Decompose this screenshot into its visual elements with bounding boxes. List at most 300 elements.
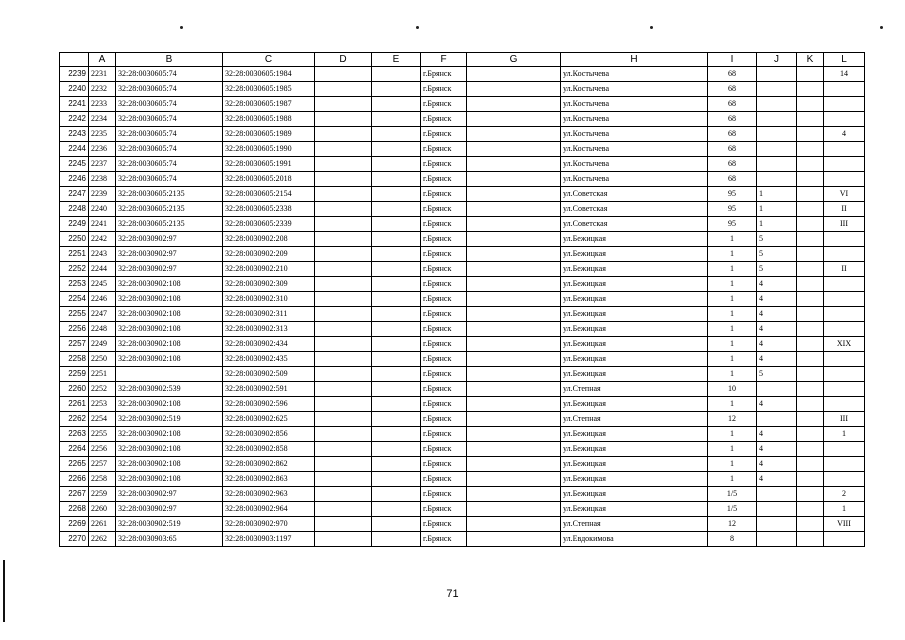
cell-a: 2244 bbox=[89, 262, 116, 277]
cell-a: 2236 bbox=[89, 142, 116, 157]
table-row bbox=[60, 442, 865, 457]
cell-k bbox=[797, 337, 824, 352]
cell-e bbox=[372, 262, 421, 277]
cell-h: ул.Бежицкая bbox=[561, 397, 708, 412]
table-row bbox=[60, 472, 865, 487]
cell-c: 32:28:0030605:1990 bbox=[223, 142, 315, 157]
cell-a: 2234 bbox=[89, 112, 116, 127]
cell-b: 32:28:0030902:108 bbox=[116, 427, 223, 442]
cell-j: 4 bbox=[757, 292, 797, 307]
cell-b: 32:28:0030902:539 bbox=[116, 382, 223, 397]
cell-f: г.Брянск bbox=[421, 127, 467, 142]
cell-h: ул.Костычева bbox=[561, 172, 708, 187]
cell-d bbox=[315, 187, 372, 202]
cell-i: 68 bbox=[708, 157, 757, 172]
row-number: 2244 bbox=[60, 142, 89, 157]
cell-k bbox=[797, 97, 824, 112]
cell-d bbox=[315, 247, 372, 262]
cell-j: 4 bbox=[757, 322, 797, 337]
cell-f: г.Брянск bbox=[421, 397, 467, 412]
cell-j: 5 bbox=[757, 262, 797, 277]
cell-c: 32:28:0030902:970 bbox=[223, 517, 315, 532]
cell-g bbox=[467, 292, 561, 307]
row-number: 2258 bbox=[60, 352, 89, 367]
cell-g bbox=[467, 337, 561, 352]
cell-d bbox=[315, 352, 372, 367]
table-row bbox=[60, 157, 865, 172]
cell-i: 68 bbox=[708, 172, 757, 187]
cell-d bbox=[315, 97, 372, 112]
cell-l bbox=[824, 292, 865, 307]
cell-j: 4 bbox=[757, 337, 797, 352]
cell-k bbox=[797, 172, 824, 187]
cell-i: 68 bbox=[708, 97, 757, 112]
cell-g bbox=[467, 352, 561, 367]
corner-cell bbox=[60, 53, 89, 67]
cell-b: 32:28:0030902:108 bbox=[116, 292, 223, 307]
cell-h: ул.Евдокимова bbox=[561, 532, 708, 547]
cell-e bbox=[372, 412, 421, 427]
cell-l: 14 bbox=[824, 67, 865, 82]
cell-k bbox=[797, 472, 824, 487]
cell-h: ул.Костычева bbox=[561, 82, 708, 97]
cell-c: 32:28:0030605:1988 bbox=[223, 112, 315, 127]
cell-h: ул.Бежицкая bbox=[561, 502, 708, 517]
cell-f: г.Брянск bbox=[421, 487, 467, 502]
cell-g bbox=[467, 412, 561, 427]
cell-i: 68 bbox=[708, 142, 757, 157]
cell-h: ул.Бежицкая bbox=[561, 247, 708, 262]
cell-h: ул.Бежицкая bbox=[561, 307, 708, 322]
row-number: 2253 bbox=[60, 277, 89, 292]
cell-k bbox=[797, 487, 824, 502]
table-row bbox=[60, 127, 865, 142]
cell-e bbox=[372, 442, 421, 457]
cell-c: 32:28:0030902:209 bbox=[223, 247, 315, 262]
cell-c: 32:28:0030605:1985 bbox=[223, 82, 315, 97]
cell-e bbox=[372, 337, 421, 352]
cell-b: 32:28:0030902:108 bbox=[116, 472, 223, 487]
cell-l: VIII bbox=[824, 517, 865, 532]
cell-d bbox=[315, 262, 372, 277]
column-header-j: J bbox=[757, 53, 797, 67]
cell-k bbox=[797, 202, 824, 217]
cell-e bbox=[372, 67, 421, 82]
cell-f: г.Брянск bbox=[421, 292, 467, 307]
cell-f: г.Брянск bbox=[421, 517, 467, 532]
cell-j: 5 bbox=[757, 367, 797, 382]
cell-f: г.Брянск bbox=[421, 322, 467, 337]
cell-e bbox=[372, 172, 421, 187]
cell-h: ул.Бежицкая bbox=[561, 277, 708, 292]
cell-a: 2240 bbox=[89, 202, 116, 217]
cell-h: ул.Костычева bbox=[561, 67, 708, 82]
cell-b: 32:28:0030605:74 bbox=[116, 82, 223, 97]
cell-d bbox=[315, 412, 372, 427]
cell-h: ул.Костычева bbox=[561, 97, 708, 112]
table-row bbox=[60, 502, 865, 517]
cell-k bbox=[797, 292, 824, 307]
cell-a: 2237 bbox=[89, 157, 116, 172]
cell-e bbox=[372, 127, 421, 142]
cell-e bbox=[372, 112, 421, 127]
cell-j bbox=[757, 127, 797, 142]
cell-l: XIX bbox=[824, 337, 865, 352]
cell-f: г.Брянск bbox=[421, 172, 467, 187]
cell-c: 32:28:0030902:858 bbox=[223, 442, 315, 457]
cell-i: 68 bbox=[708, 112, 757, 127]
cell-b: 32:28:0030902:108 bbox=[116, 397, 223, 412]
cell-d bbox=[315, 397, 372, 412]
cell-g bbox=[467, 187, 561, 202]
cell-b: 32:28:0030902:97 bbox=[116, 247, 223, 262]
cell-d bbox=[315, 457, 372, 472]
cell-d bbox=[315, 472, 372, 487]
cell-a: 2252 bbox=[89, 382, 116, 397]
table-row bbox=[60, 352, 865, 367]
cell-e bbox=[372, 397, 421, 412]
cell-i: 10 bbox=[708, 382, 757, 397]
cell-l bbox=[824, 457, 865, 472]
table-row bbox=[60, 187, 865, 202]
cell-h: ул.Бежицкая bbox=[561, 487, 708, 502]
cell-g bbox=[467, 172, 561, 187]
cell-e bbox=[372, 502, 421, 517]
cell-h: ул.Советская bbox=[561, 202, 708, 217]
cell-i: 1 bbox=[708, 262, 757, 277]
cell-d bbox=[315, 487, 372, 502]
table-row bbox=[60, 67, 865, 82]
cell-b: 32:28:0030902:108 bbox=[116, 337, 223, 352]
cell-i: 68 bbox=[708, 67, 757, 82]
cell-i: 1 bbox=[708, 247, 757, 262]
cell-i: 1 bbox=[708, 277, 757, 292]
table-row bbox=[60, 172, 865, 187]
cell-g bbox=[467, 502, 561, 517]
cell-l bbox=[824, 277, 865, 292]
cell-c: 32:28:0030902:862 bbox=[223, 457, 315, 472]
row-number: 2257 bbox=[60, 337, 89, 352]
cell-c: 32:28:0030902:313 bbox=[223, 322, 315, 337]
cell-l: 2 bbox=[824, 487, 865, 502]
row-number: 2248 bbox=[60, 202, 89, 217]
cell-l bbox=[824, 367, 865, 382]
cell-d bbox=[315, 142, 372, 157]
column-header-b: B bbox=[116, 53, 223, 67]
cell-a: 2249 bbox=[89, 337, 116, 352]
cell-j bbox=[757, 532, 797, 547]
cell-f: г.Брянск bbox=[421, 307, 467, 322]
cell-c: 32:28:0030902:509 bbox=[223, 367, 315, 382]
table-row bbox=[60, 427, 865, 442]
column-header-row bbox=[60, 53, 865, 67]
cell-j bbox=[757, 142, 797, 157]
cell-e bbox=[372, 247, 421, 262]
cell-b: 32:28:0030605:74 bbox=[116, 142, 223, 157]
cell-f: г.Брянск bbox=[421, 67, 467, 82]
cell-j: 4 bbox=[757, 352, 797, 367]
cell-k bbox=[797, 367, 824, 382]
column-header-d: D bbox=[315, 53, 372, 67]
cell-j: 4 bbox=[757, 457, 797, 472]
cell-i: 1 bbox=[708, 322, 757, 337]
spreadsheet-table bbox=[59, 52, 865, 547]
cell-h: ул.Бежицкая bbox=[561, 427, 708, 442]
row-number: 2265 bbox=[60, 457, 89, 472]
cell-a: 2256 bbox=[89, 442, 116, 457]
cell-l: II bbox=[824, 202, 865, 217]
cell-j: 4 bbox=[757, 307, 797, 322]
cell-b: 32:28:0030902:97 bbox=[116, 262, 223, 277]
cell-h: ул.Бежицкая bbox=[561, 262, 708, 277]
cell-h: ул.Советская bbox=[561, 187, 708, 202]
row-number: 2251 bbox=[60, 247, 89, 262]
cell-b: 32:28:0030605:2135 bbox=[116, 217, 223, 232]
cell-d bbox=[315, 442, 372, 457]
cell-l bbox=[824, 157, 865, 172]
cell-e bbox=[372, 142, 421, 157]
cell-b: 32:28:0030605:74 bbox=[116, 127, 223, 142]
cell-c: 32:28:0030605:1991 bbox=[223, 157, 315, 172]
cell-j bbox=[757, 67, 797, 82]
cell-a: 2231 bbox=[89, 67, 116, 82]
cell-i: 1 bbox=[708, 367, 757, 382]
cell-f: г.Брянск bbox=[421, 232, 467, 247]
cell-l bbox=[824, 307, 865, 322]
cell-f: г.Брянск bbox=[421, 142, 467, 157]
row-number: 2256 bbox=[60, 322, 89, 337]
cell-b bbox=[116, 367, 223, 382]
cell-i: 68 bbox=[708, 127, 757, 142]
column-header-h: H bbox=[561, 53, 708, 67]
scan-speck bbox=[180, 26, 183, 29]
cell-g bbox=[467, 487, 561, 502]
cell-k bbox=[797, 127, 824, 142]
table-row bbox=[60, 217, 865, 232]
scan-speck bbox=[650, 26, 653, 29]
cell-g bbox=[467, 67, 561, 82]
cell-i: 1/5 bbox=[708, 502, 757, 517]
cell-f: г.Брянск bbox=[421, 442, 467, 457]
cell-f: г.Брянск bbox=[421, 457, 467, 472]
cell-c: 32:28:0030902:435 bbox=[223, 352, 315, 367]
cell-d bbox=[315, 202, 372, 217]
column-header-f: F bbox=[421, 53, 467, 67]
cell-g bbox=[467, 97, 561, 112]
cell-e bbox=[372, 277, 421, 292]
row-number: 2260 bbox=[60, 382, 89, 397]
cell-c: 32:28:0030902:963 bbox=[223, 487, 315, 502]
cell-b: 32:28:0030605:2135 bbox=[116, 202, 223, 217]
cell-l bbox=[824, 142, 865, 157]
cell-h: ул.Бежицкая bbox=[561, 352, 708, 367]
cell-a: 2246 bbox=[89, 292, 116, 307]
cell-k bbox=[797, 382, 824, 397]
cell-l: III bbox=[824, 412, 865, 427]
cell-j: 1 bbox=[757, 217, 797, 232]
cell-j: 4 bbox=[757, 277, 797, 292]
cell-e bbox=[372, 82, 421, 97]
column-header-e: E bbox=[372, 53, 421, 67]
cell-a: 2255 bbox=[89, 427, 116, 442]
cell-e bbox=[372, 472, 421, 487]
cell-a: 2245 bbox=[89, 277, 116, 292]
cell-d bbox=[315, 232, 372, 247]
table-row bbox=[60, 82, 865, 97]
cell-e bbox=[372, 232, 421, 247]
cell-b: 32:28:0030902:108 bbox=[116, 352, 223, 367]
cell-j bbox=[757, 517, 797, 532]
cell-g bbox=[467, 127, 561, 142]
cell-e bbox=[372, 382, 421, 397]
cell-i: 1 bbox=[708, 457, 757, 472]
cell-k bbox=[797, 307, 824, 322]
cell-e bbox=[372, 532, 421, 547]
cell-a: 2260 bbox=[89, 502, 116, 517]
cell-k bbox=[797, 82, 824, 97]
cell-l bbox=[824, 397, 865, 412]
cell-i: 95 bbox=[708, 187, 757, 202]
cell-l bbox=[824, 82, 865, 97]
cell-a: 2241 bbox=[89, 217, 116, 232]
cell-c: 32:28:0030605:2338 bbox=[223, 202, 315, 217]
cell-c: 32:28:0030605:2339 bbox=[223, 217, 315, 232]
cell-i: 12 bbox=[708, 412, 757, 427]
cell-i: 68 bbox=[708, 82, 757, 97]
row-number: 2250 bbox=[60, 232, 89, 247]
cell-b: 32:28:0030902:108 bbox=[116, 277, 223, 292]
cell-j: 1 bbox=[757, 187, 797, 202]
cell-l: 1 bbox=[824, 427, 865, 442]
table-row bbox=[60, 337, 865, 352]
cell-k bbox=[797, 532, 824, 547]
cell-i: 1 bbox=[708, 232, 757, 247]
cell-c: 32:28:0030902:210 bbox=[223, 262, 315, 277]
cell-b: 32:28:0030605:74 bbox=[116, 112, 223, 127]
scan-speck bbox=[416, 26, 419, 29]
cell-l bbox=[824, 382, 865, 397]
cell-e bbox=[372, 352, 421, 367]
row-number: 2255 bbox=[60, 307, 89, 322]
cell-h: ул.Костычева bbox=[561, 157, 708, 172]
cell-j: 4 bbox=[757, 397, 797, 412]
cell-a: 2254 bbox=[89, 412, 116, 427]
cell-j: 5 bbox=[757, 232, 797, 247]
cell-j: 1 bbox=[757, 202, 797, 217]
cell-a: 2257 bbox=[89, 457, 116, 472]
cell-c: 32:28:0030902:856 bbox=[223, 427, 315, 442]
table-row bbox=[60, 97, 865, 112]
cell-d bbox=[315, 322, 372, 337]
table-row bbox=[60, 487, 865, 502]
cell-f: г.Брянск bbox=[421, 157, 467, 172]
cell-c: 32:28:0030605:2018 bbox=[223, 172, 315, 187]
cell-g bbox=[467, 427, 561, 442]
table-row bbox=[60, 457, 865, 472]
cell-a: 2247 bbox=[89, 307, 116, 322]
cell-l bbox=[824, 322, 865, 337]
cell-c: 32:28:0030902:434 bbox=[223, 337, 315, 352]
cell-h: ул.Бежицкая bbox=[561, 367, 708, 382]
table-row bbox=[60, 247, 865, 262]
cell-j bbox=[757, 112, 797, 127]
cell-i: 1 bbox=[708, 307, 757, 322]
cell-c: 32:28:0030903:1197 bbox=[223, 532, 315, 547]
cell-j: 4 bbox=[757, 442, 797, 457]
table-row bbox=[60, 322, 865, 337]
cell-c: 32:28:0030605:2154 bbox=[223, 187, 315, 202]
cell-k bbox=[797, 262, 824, 277]
cell-h: ул.Бежицкая bbox=[561, 337, 708, 352]
cell-i: 1 bbox=[708, 337, 757, 352]
cell-f: г.Брянск bbox=[421, 97, 467, 112]
row-number: 2266 bbox=[60, 472, 89, 487]
row-number: 2245 bbox=[60, 157, 89, 172]
cell-h: ул.Степная bbox=[561, 412, 708, 427]
cell-d bbox=[315, 292, 372, 307]
cell-g bbox=[467, 532, 561, 547]
cell-l bbox=[824, 247, 865, 262]
row-number: 2247 bbox=[60, 187, 89, 202]
cell-h: ул.Костычева bbox=[561, 127, 708, 142]
cell-g bbox=[467, 247, 561, 262]
cell-c: 32:28:0030902:863 bbox=[223, 472, 315, 487]
cell-l: VI bbox=[824, 187, 865, 202]
cell-e bbox=[372, 307, 421, 322]
table-row bbox=[60, 532, 865, 547]
cell-g bbox=[467, 202, 561, 217]
cell-c: 32:28:0030902:309 bbox=[223, 277, 315, 292]
cell-j: 4 bbox=[757, 427, 797, 442]
cell-f: г.Брянск bbox=[421, 472, 467, 487]
cell-c: 32:28:0030902:208 bbox=[223, 232, 315, 247]
cell-k bbox=[797, 142, 824, 157]
cell-l: 1 bbox=[824, 502, 865, 517]
cell-f: г.Брянск bbox=[421, 277, 467, 292]
cell-a: 2259 bbox=[89, 487, 116, 502]
cell-k bbox=[797, 457, 824, 472]
cell-l: III bbox=[824, 217, 865, 232]
cell-a: 2262 bbox=[89, 532, 116, 547]
cell-i: 1/5 bbox=[708, 487, 757, 502]
cell-g bbox=[467, 397, 561, 412]
cell-a: 2238 bbox=[89, 172, 116, 187]
cell-b: 32:28:0030902:97 bbox=[116, 232, 223, 247]
cell-b: 32:28:0030903:65 bbox=[116, 532, 223, 547]
cell-f: г.Брянск bbox=[421, 262, 467, 277]
table-row bbox=[60, 202, 865, 217]
cell-k bbox=[797, 157, 824, 172]
cell-a: 2258 bbox=[89, 472, 116, 487]
cell-h: ул.Бежицкая bbox=[561, 442, 708, 457]
cell-e bbox=[372, 517, 421, 532]
row-number: 2269 bbox=[60, 517, 89, 532]
cell-a: 2233 bbox=[89, 97, 116, 112]
cell-i: 1 bbox=[708, 427, 757, 442]
cell-i: 1 bbox=[708, 472, 757, 487]
cell-f: г.Брянск bbox=[421, 367, 467, 382]
cell-d bbox=[315, 382, 372, 397]
cell-f: г.Брянск bbox=[421, 427, 467, 442]
scan-speck bbox=[880, 26, 883, 29]
cell-k bbox=[797, 397, 824, 412]
page-number: 71 bbox=[446, 588, 459, 600]
cell-i: 95 bbox=[708, 217, 757, 232]
cell-e bbox=[372, 187, 421, 202]
column-header-c: C bbox=[223, 53, 315, 67]
cell-k bbox=[797, 412, 824, 427]
cell-b: 32:28:0030902:108 bbox=[116, 442, 223, 457]
